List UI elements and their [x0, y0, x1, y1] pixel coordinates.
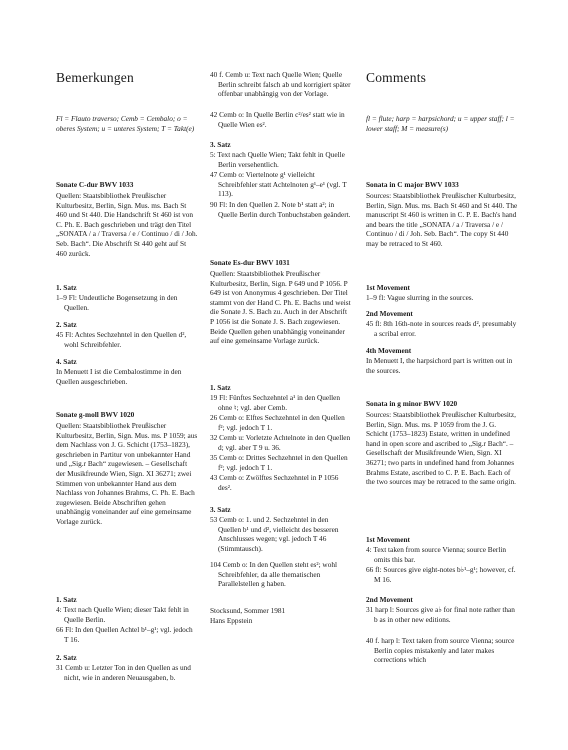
- abbreviations: Fl = Flauto traverso; Cemb = Cembalo; o = oberes System; u = unteres System; T = Takt(e): [56, 114, 195, 133]
- note-item: 5: Text nach Quelle Wien; Takt fehlt in Quelle Berlin versehentlich.: [210, 150, 345, 169]
- movement-heading: 1st Movement: [366, 535, 410, 544]
- sources-paragraph: Quellen: Staatsbibliothek Preußischer Kulturbesitz, Berlin, Sign. P 649 und P 1056. P 649 ist von Anonymus 4 geschrieben. Der Titel stammt von der Hand C. Ph. E. Bachs und weist die Sonate J. S. Bach zu. Auch in der Abschrift P 1056 ist die Sonate J. S. Bach zugewiesen. Beide Quellen gehen unabhängig voneinander auf eine gemeinsame Vorlage zurück.: [210, 269, 351, 346]
- note-item: 32 Cemb u: Vorletzte Achtelnote in den Quellen d; vgl. aber T 9 u. 36.: [210, 433, 351, 452]
- movement-heading: 1. Satz: [210, 383, 231, 392]
- movement-heading: 1. Satz: [56, 283, 77, 292]
- note-item: 4: Text taken from source Vienna; source Berlin omits this bar.: [366, 545, 507, 564]
- sonata-title: Sonate C-dur BWV 1033: [56, 180, 134, 189]
- movement-heading: 3. Satz: [210, 505, 231, 514]
- movement-heading: 2. Satz: [56, 320, 77, 329]
- note-item: 47 Cemb o: Viertelnote g¹ vielleicht Schreibfehler statt Achtelnoten g¹–e¹ (vgl. T 113).: [210, 170, 347, 199]
- note-item: In Menuett I, the harpsichord part is written out in the sources.: [366, 356, 513, 375]
- sources-paragraph: Sources: Staatsbibliothek Preußischer Kulturbesitz, Berlin, Sign. Mus. ms. Bach St 460 and St 440. The manuscript St 460 is written in C. P. E. Bach's hand and bears the title „SONATA / a / Traversa / e / Continuo / di / Joh. Seb. Bach“. The copy St 440 may be retraced to St 460.: [366, 191, 518, 248]
- note-item: 31 Cemb u: Letzter Ton in den Quellen as und nicht, wie in anderen Neuausgaben, b.: [56, 663, 191, 682]
- abbreviations: fl = flute; harp = harpsichord; u = upper staff; l = lower staff; M = measure(s): [366, 114, 515, 133]
- note-item: 43 Cemb o: Zwölftes Sechzehntel in P 1056 des².: [210, 473, 339, 492]
- note-item: 1–9 Fl: Undeutliche Bogensetzung in den Quellen.: [56, 293, 178, 312]
- note-item: In Menuett I ist die Cembalostimme in den Quellen ausgeschrieben.: [56, 367, 182, 386]
- note-item: 53 Cemb o: 1. und 2. Sechzehntel in den Quellen b¹ und d², vielleicht des besseren Anschlusses wegen; vgl. jedoch T 46 (Stimmtausch).: [210, 515, 339, 553]
- note-item: 40 f. Cemb u: Text nach Quelle Wien; Quelle Berlin schreibt falsch ab und korrigiert später offenbar unabhängig von der Vorlage.: [210, 70, 351, 99]
- note-item: 35 Cemb o: Drittes Sechzehntel in den Quellen f²; vgl. jedoch T 1.: [210, 453, 348, 472]
- movement-heading: 2. Satz: [56, 653, 77, 662]
- sonata-title: Sonate Es-dur BWV 1031: [210, 258, 290, 267]
- note-item: 40 f. harp l: Text taken from source Vienna; source Berlin copies mistakenly and later makes corrections which: [366, 636, 515, 665]
- note-item: 1–9 fl: Vague slurring in the sources.: [366, 293, 474, 302]
- note-item: 4: Text nach Quelle Wien; dieser Takt fehlt in Quelle Berlin.: [56, 605, 189, 624]
- movement-heading: 1st Movement: [366, 283, 410, 292]
- movement-heading: 3. Satz: [210, 140, 231, 149]
- movement-heading: 4. Satz: [56, 357, 77, 366]
- sonata-title: Sonate g-moll BWV 1020: [56, 410, 135, 419]
- note-item: 31 harp l: Sources give a♭ for final note rather than b as in other new editions.: [366, 605, 515, 624]
- movement-heading: 2nd Movement: [366, 309, 413, 318]
- signature-name: Hans Eppstein: [210, 616, 253, 625]
- note-item: 19 Fl: Fünftes Sechzehntel a¹ in den Quellen ohne ♮; vgl. aber Cemb.: [210, 393, 341, 412]
- movement-heading: 4th Movement: [366, 346, 412, 355]
- page-heading: Comments: [366, 70, 427, 85]
- sources-paragraph: Quellen: Staatsbibliothek Preußischer Kulturbesitz, Berlin, Sign. Mus. ms. P 1059; aus dem Nachlass von J. G. Schicht (1753–1823), geschrieben in Partitur von unbekannter Hand und „Sig.r Bach“ zugewiesen. – Gesellschaft der Musikfreunde Wien, Sign. XI 36271; zwei Stimmen von unbekannter Hand aus dem Nachlass von Johannes Brahms, C. Ph. E. Bach zugewiesen. Beide Abschriften gehen unabhängig voneinander auf eine gemeinsame Vorlage zurück.: [56, 421, 198, 526]
- note-item: 26 Cemb o: Elftes Sechzehntel in den Quellen f²; vgl. jedoch T 1.: [210, 413, 345, 432]
- page-heading: Bemerkungen: [56, 70, 134, 85]
- note-item: 66 Fl: In den Quellen Achtel b¹–g¹; vgl. jedoch T 16.: [56, 625, 193, 644]
- movement-heading: 1. Satz: [56, 595, 77, 604]
- sonata-title: Sonata in g minor BWV 1020: [366, 399, 458, 408]
- note-item: 104 Cemb o: In den Quellen steht es²; wohl Schreibfehler, da alle thematischen Parallelstellen g haben.: [210, 560, 338, 589]
- sonata-title: Sonata in C major BWV 1033: [366, 180, 459, 189]
- note-item: 42 Cemb o: In Quelle Berlin c²/es² statt wie in Quelle Wien es².: [210, 110, 345, 129]
- note-item: 90 Fl: In den Quellen 2. Note b¹ statt a²; in Quelle Berlin durch Tonbuchstaben geändert.: [210, 200, 351, 219]
- sources-paragraph: Sources: Staatsbibliothek Preußischer Kulturbesitz, Berlin, Sign. Mus. ms. P 1059 from the J. G. Schicht (1753–1823) Estate, written in undefined hand in open score and ascribed to „Sig.r Bach“. – Gesellschaft der Musikfreunde Wien, Sign. XI 36271; two parts in undefined hand from Johannes Brahms Estate, ascribed to C. P. E. Bach. Each of the two sources may be retraced to the same origin.: [366, 410, 516, 487]
- sources-paragraph: Quellen: Staatsbibliothek Preußischer Kulturbesitz, Berlin, Sign. Mus. ms. Bach St 460 und St 440. Die Handschrift St 460 ist von C. Ph. E. Bach geschrieben und trägt den Titel „SONATA / a / Traversa / e / Continuo / di / Joh. Seb. Bach“. Die Abschrift St 440 geht auf St 460 zurück.: [56, 191, 198, 258]
- movement-heading: 2nd Movement: [366, 595, 413, 604]
- note-item: 66 fl: Sources give eight-notes b♭¹–g¹; however, cf. M 16.: [366, 565, 516, 584]
- note-item: 45 fl: 8th 16th-note in sources reads d², presumably a scribal error.: [366, 319, 517, 338]
- signature-place-date: Stocksund, Sommer 1981: [210, 606, 286, 615]
- note-item: 45 Fl: Achtes Sechzehntel in den Quellen d², wohl Schreibfehler.: [56, 330, 187, 349]
